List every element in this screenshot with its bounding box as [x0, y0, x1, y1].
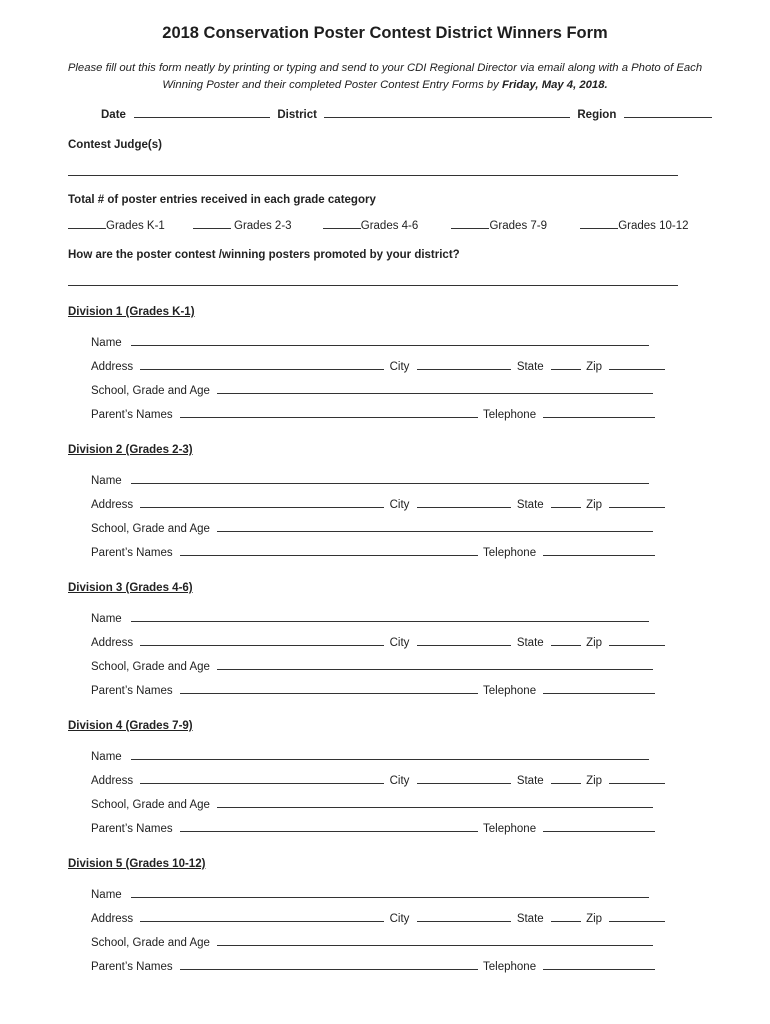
division-4-school-row	[91, 795, 653, 813]
division-4-zip-field[interactable]	[609, 771, 665, 784]
division-4-parents-field[interactable]	[180, 819, 478, 832]
name-label: Name	[91, 337, 122, 349]
division-4-city-field[interactable]	[417, 771, 511, 784]
division-5-address-row	[91, 909, 665, 927]
division-3-school-field[interactable]	[217, 657, 653, 670]
division-3-parents-field[interactable]	[180, 681, 478, 694]
division-4-telephone-field[interactable]	[543, 819, 655, 832]
entries-10-12-label: Grades 10-12	[618, 220, 689, 232]
division-4-name-field[interactable]	[131, 747, 649, 760]
division-3-address-field[interactable]	[140, 633, 384, 646]
parents-label: Parent’s Names	[91, 547, 173, 559]
parents-label: Parent’s Names	[91, 823, 173, 835]
school-label: School, Grade and Age	[91, 385, 210, 397]
division-5-heading: Division 5 (Grades 10-12)	[68, 858, 206, 870]
division-2-school-row	[91, 519, 653, 537]
division-1-name-row	[91, 333, 649, 351]
division-1-school-row	[91, 381, 653, 399]
region-label: Region	[577, 109, 617, 121]
school-label: School, Grade and Age	[91, 937, 210, 949]
intro-deadline: Friday, May 4, 2018.	[501, 79, 608, 91]
division-3-name-field[interactable]	[131, 609, 649, 622]
school-label: School, Grade and Age	[91, 523, 210, 535]
division-5-name-row	[91, 885, 649, 903]
zip-label: Zip	[586, 637, 603, 649]
division-1-parents-field[interactable]	[180, 405, 478, 418]
division-1-address-row	[91, 357, 665, 375]
parents-label: Parent’s Names	[91, 409, 173, 421]
division-1-telephone-field[interactable]	[543, 405, 655, 418]
division-5-zip-field[interactable]	[609, 909, 665, 922]
state-label: State	[516, 775, 544, 787]
division-3-telephone-field[interactable]	[543, 681, 655, 694]
division-2-parents-field[interactable]	[180, 543, 478, 556]
promotion-field[interactable]	[68, 285, 678, 286]
division-3-zip-field[interactable]	[609, 633, 665, 646]
intro-paragraph	[60, 60, 710, 94]
entries-2-3-field[interactable]	[193, 216, 231, 229]
division-5-name-field[interactable]	[131, 885, 649, 898]
division-2-name-row	[91, 471, 649, 489]
telephone-label: Telephone	[483, 823, 537, 835]
division-2-zip-field[interactable]	[609, 495, 665, 508]
division-2-address-field[interactable]	[140, 495, 384, 508]
division-3-heading: Division 3 (Grades 4-6)	[68, 582, 193, 594]
district-field[interactable]	[324, 105, 570, 118]
entries-2-3-label: Grades 2-3	[234, 220, 292, 232]
division-3-parents-row	[91, 681, 655, 699]
entries-10-12-field[interactable]	[580, 216, 618, 229]
division-1-parents-row	[91, 405, 655, 423]
school-label: School, Grade and Age	[91, 661, 210, 673]
date-field[interactable]	[134, 105, 270, 118]
division-4-heading: Division 4 (Grades 7-9)	[68, 720, 193, 732]
telephone-label: Telephone	[483, 961, 537, 973]
division-3-city-field[interactable]	[417, 633, 511, 646]
district-label: District	[277, 109, 317, 121]
telephone-label: Telephone	[483, 409, 537, 421]
state-label: State	[516, 499, 544, 511]
division-2-address-row	[91, 495, 665, 513]
division-1-name-field[interactable]	[131, 333, 649, 346]
zip-label: Zip	[586, 499, 603, 511]
division-5-state-field[interactable]	[551, 909, 581, 922]
address-label: Address	[91, 361, 134, 373]
division-5-telephone-field[interactable]	[543, 957, 655, 970]
entries-k1-label: Grades K-1	[106, 220, 165, 232]
intro-text: Please fill out this form neatly by printing or typing and send to your CDI Regional Director via email along with a Photo of Each Winning Poster and their completed Poster Contest Entry Forms by	[67, 62, 703, 91]
entries-k1-field[interactable]	[68, 216, 106, 229]
division-4-address-row	[91, 771, 665, 789]
date-label: Date	[101, 109, 126, 121]
division-1-address-field[interactable]	[140, 357, 384, 370]
division-5-school-row	[91, 933, 653, 951]
division-4-address-field[interactable]	[140, 771, 384, 784]
address-label: Address	[91, 913, 134, 925]
division-4-parents-row	[91, 819, 655, 837]
division-5-parents-field[interactable]	[180, 957, 478, 970]
contest-judge-field[interactable]	[68, 175, 678, 176]
name-label: Name	[91, 613, 122, 625]
region-field[interactable]	[624, 105, 712, 118]
division-1-zip-field[interactable]	[609, 357, 665, 370]
entries-label: Total # of poster entries received in each grade category	[68, 194, 376, 206]
school-label: School, Grade and Age	[91, 799, 210, 811]
city-label: City	[389, 775, 410, 787]
address-label: Address	[91, 499, 134, 511]
entries-row	[68, 216, 689, 234]
zip-label: Zip	[586, 913, 603, 925]
division-2-telephone-field[interactable]	[543, 543, 655, 556]
telephone-label: Telephone	[483, 685, 537, 697]
state-label: State	[516, 913, 544, 925]
division-4-name-row	[91, 747, 649, 765]
contest-judge-label: Contest Judge(s)	[68, 139, 162, 151]
city-label: City	[389, 499, 410, 511]
division-5-parents-row	[91, 957, 655, 975]
parents-label: Parent’s Names	[91, 685, 173, 697]
division-2-name-field[interactable]	[131, 471, 649, 484]
division-1-city-field[interactable]	[417, 357, 511, 370]
state-label: State	[516, 361, 544, 373]
division-3-address-row	[91, 633, 665, 651]
division-2-parents-row	[91, 543, 655, 561]
division-2-city-field[interactable]	[417, 495, 511, 508]
division-3-school-row	[91, 657, 653, 675]
promotion-label: How are the poster contest /winning posters promoted by your district?	[68, 249, 460, 261]
city-label: City	[389, 361, 410, 373]
city-label: City	[389, 637, 410, 649]
division-2-heading: Division 2 (Grades 2-3)	[68, 444, 193, 456]
division-2-state-field[interactable]	[551, 495, 581, 508]
entries-7-9-label: Grades 7-9	[489, 220, 548, 232]
telephone-label: Telephone	[483, 547, 537, 559]
entries-4-6-field[interactable]	[323, 216, 361, 229]
name-label: Name	[91, 751, 122, 763]
parents-label: Parent’s Names	[91, 961, 173, 973]
state-label: State	[516, 637, 544, 649]
name-label: Name	[91, 475, 122, 487]
header-fields-row	[101, 105, 712, 123]
address-label: Address	[91, 637, 134, 649]
division-1-heading: Division 1 (Grades K-1)	[68, 306, 195, 318]
division-4-school-field[interactable]	[217, 795, 653, 808]
address-label: Address	[91, 775, 134, 787]
division-5-school-field[interactable]	[217, 933, 653, 946]
page-title: 2018 Conservation Poster Contest District Winners Form	[162, 24, 608, 42]
name-label: Name	[91, 889, 122, 901]
city-label: City	[389, 913, 410, 925]
division-3-state-field[interactable]	[551, 633, 581, 646]
entries-4-6-label: Grades 4-6	[360, 220, 419, 232]
division-5-address-field[interactable]	[140, 909, 384, 922]
division-1-state-field[interactable]	[551, 357, 581, 370]
division-1-school-field[interactable]	[217, 381, 653, 394]
entries-7-9-field[interactable]	[451, 216, 489, 229]
division-5-city-field[interactable]	[417, 909, 511, 922]
zip-label: Zip	[586, 775, 603, 787]
division-3-name-row	[91, 609, 649, 627]
division-2-school-field[interactable]	[217, 519, 653, 532]
zip-label: Zip	[586, 361, 603, 373]
division-4-state-field[interactable]	[551, 771, 581, 784]
